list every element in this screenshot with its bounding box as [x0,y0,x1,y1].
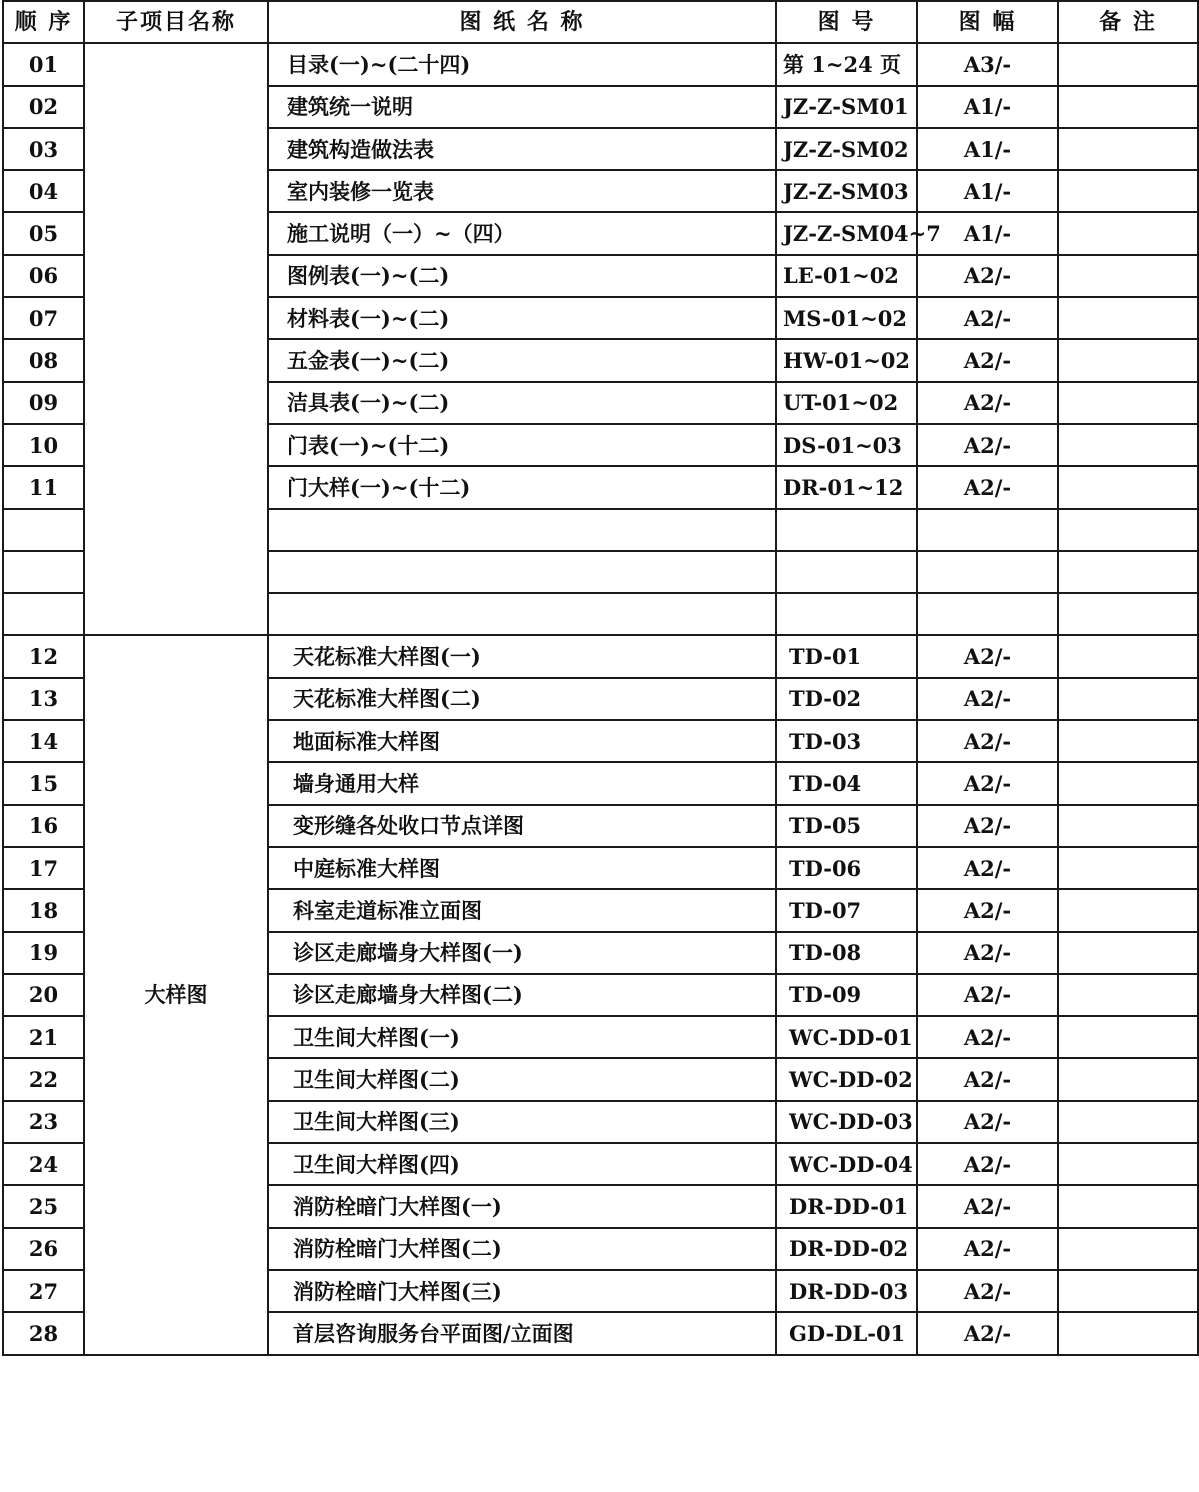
row-drawing-name: 图例表(一)~(二) [268,255,776,297]
row-drawing-name: 地面标准大样图 [268,720,776,762]
row-remark [1058,509,1198,551]
row-drawing-name: 门大样(一)~(十二) [268,466,776,508]
header-drawing-name: 图 纸 名 称 [268,1,776,43]
row-drawing-code: WC-DD-01 [776,1016,917,1058]
row-sheet-size: A2/- [917,805,1058,847]
row-drawing-name: 消防栓暗门大样图(二) [268,1228,776,1270]
row-seq: 26 [3,1228,84,1270]
row-drawing-name: 卫生间大样图(二) [268,1058,776,1100]
row-drawing-name: 中庭标准大样图 [268,847,776,889]
row-drawing-name: 消防栓暗门大样图(三) [268,1270,776,1312]
row-drawing-code: TD-09 [776,974,917,1016]
row-sheet-size: A1/- [917,170,1058,212]
row-remark [1058,720,1198,762]
row-remark [1058,1228,1198,1270]
row-remark [1058,297,1198,339]
row-remark [1058,255,1198,297]
row-sheet-size [917,593,1058,635]
row-drawing-name: 门表(一)~(十二) [268,424,776,466]
row-drawing-name: 首层咨询服务台平面图/立面图 [268,1312,776,1354]
row-seq: 13 [3,678,84,720]
row-remark [1058,128,1198,170]
row-drawing-name: 卫生间大样图(三) [268,1101,776,1143]
row-sheet-size: A2/- [917,1312,1058,1354]
row-seq: 11 [3,466,84,508]
row-remark [1058,339,1198,381]
row-drawing-code: WC-DD-02 [776,1058,917,1100]
row-sheet-size: A2/- [917,1143,1058,1185]
row-drawing-name: 消防栓暗门大样图(一) [268,1185,776,1227]
table-row [3,43,1198,85]
row-remark [1058,466,1198,508]
row-drawing-code: JZ-Z-SM02 [776,128,917,170]
table-body [3,43,1198,1354]
row-drawing-name: 卫生间大样图(一) [268,1016,776,1058]
row-drawing-code: TD-01 [776,635,917,677]
row-drawing-name: 建筑构造做法表 [268,128,776,170]
row-drawing-code: DS-01~03 [776,424,917,466]
row-drawing-name: 施工说明（一）~（四） [268,212,776,254]
row-drawing-code: WC-DD-04 [776,1143,917,1185]
row-seq: 07 [3,297,84,339]
row-drawing-name [268,509,776,551]
row-drawing-code: UT-01~02 [776,382,917,424]
row-drawing-name: 材料表(一)~(二) [268,297,776,339]
row-drawing-code [776,509,917,551]
row-sheet-size: A3/- [917,43,1058,85]
row-sheet-size: A2/- [917,635,1058,677]
drawing-index-table [2,0,1199,1356]
row-remark [1058,1312,1198,1354]
row-drawing-name: 建筑统一说明 [268,86,776,128]
row-remark [1058,762,1198,804]
row-sheet-size: A2/- [917,720,1058,762]
row-seq: 28 [3,1312,84,1354]
row-remark [1058,170,1198,212]
row-sheet-size: A2/- [917,382,1058,424]
header-row [3,1,1198,43]
row-drawing-code: DR-DD-02 [776,1228,917,1270]
row-sheet-size: A2/- [917,762,1058,804]
row-drawing-name: 变形缝各处收口节点详图 [268,805,776,847]
row-seq: 24 [3,1143,84,1185]
row-sheet-size: A2/- [917,424,1058,466]
row-drawing-code: TD-08 [776,932,917,974]
row-drawing-code: TD-05 [776,805,917,847]
row-remark [1058,1058,1198,1100]
subitem-name [84,43,268,635]
row-sheet-size: A2/- [917,847,1058,889]
row-seq: 19 [3,932,84,974]
row-drawing-name: 天花标准大样图(一) [268,635,776,677]
header-drawing-code: 图 号 [776,1,917,43]
row-drawing-code: LE-01~02 [776,255,917,297]
row-remark [1058,1016,1198,1058]
row-sheet-size: A2/- [917,1185,1058,1227]
row-remark [1058,847,1198,889]
row-remark [1058,551,1198,593]
row-remark [1058,1101,1198,1143]
row-drawing-name: 天花标准大样图(二) [268,678,776,720]
row-seq [3,509,84,551]
row-seq: 12 [3,635,84,677]
row-sheet-size: A2/- [917,297,1058,339]
row-sheet-size: A2/- [917,932,1058,974]
row-drawing-code: JZ-Z-SM03 [776,170,917,212]
row-sheet-size: A2/- [917,1101,1058,1143]
row-seq: 22 [3,1058,84,1100]
row-remark [1058,678,1198,720]
row-drawing-name [268,593,776,635]
row-remark [1058,593,1198,635]
header-sheet-size: 图 幅 [917,1,1058,43]
row-seq: 02 [3,86,84,128]
row-drawing-code: JZ-Z-SM04~7 [776,212,917,254]
row-remark [1058,424,1198,466]
row-drawing-name: 洁具表(一)~(二) [268,382,776,424]
row-sheet-size: A2/- [917,974,1058,1016]
row-remark [1058,932,1198,974]
row-drawing-code: TD-03 [776,720,917,762]
row-seq: 27 [3,1270,84,1312]
row-drawing-code: WC-DD-03 [776,1101,917,1143]
row-remark [1058,382,1198,424]
row-seq: 01 [3,43,84,85]
row-drawing-code: JZ-Z-SM01 [776,86,917,128]
row-drawing-code: TD-06 [776,847,917,889]
row-drawing-name: 室内装修一览表 [268,170,776,212]
row-remark [1058,43,1198,85]
header-seq: 顺 序 [3,1,84,43]
row-seq: 18 [3,889,84,931]
row-seq: 06 [3,255,84,297]
row-seq: 05 [3,212,84,254]
row-drawing-code: DR-DD-01 [776,1185,917,1227]
header-subitem: 子项目名称 [84,1,268,43]
row-drawing-name: 科室走道标准立面图 [268,889,776,931]
row-seq: 08 [3,339,84,381]
row-drawing-code: TD-02 [776,678,917,720]
row-seq: 20 [3,974,84,1016]
row-seq: 15 [3,762,84,804]
row-remark [1058,974,1198,1016]
row-sheet-size: A2/- [917,889,1058,931]
row-sheet-size: A2/- [917,255,1058,297]
row-sheet-size: A2/- [917,678,1058,720]
row-drawing-name: 诊区走廊墙身大样图(二) [268,974,776,1016]
row-sheet-size: A2/- [917,1270,1058,1312]
table-row [3,635,1198,677]
row-sheet-size: A1/- [917,128,1058,170]
row-sheet-size [917,509,1058,551]
row-sheet-size [917,551,1058,593]
row-remark [1058,1143,1198,1185]
row-remark [1058,635,1198,677]
row-sheet-size: A2/- [917,1228,1058,1270]
row-seq: 14 [3,720,84,762]
row-remark [1058,1185,1198,1227]
row-remark [1058,805,1198,847]
row-drawing-name: 五金表(一)~(二) [268,339,776,381]
row-seq: 04 [3,170,84,212]
row-seq: 10 [3,424,84,466]
row-sheet-size: A1/- [917,212,1058,254]
row-sheet-size: A2/- [917,1058,1058,1100]
row-seq: 25 [3,1185,84,1227]
row-seq [3,551,84,593]
row-sheet-size: A2/- [917,466,1058,508]
row-drawing-code: GD-DL-01 [776,1312,917,1354]
row-drawing-code: DR-DD-03 [776,1270,917,1312]
subitem-name: 大样图 [84,635,268,1354]
row-remark [1058,86,1198,128]
row-seq: 23 [3,1101,84,1143]
row-drawing-code: 第 1~24 页 [776,43,917,85]
row-seq [3,593,84,635]
row-drawing-code: HW-01~02 [776,339,917,381]
row-drawing-name: 诊区走廊墙身大样图(一) [268,932,776,974]
row-drawing-code: MS-01~02 [776,297,917,339]
row-remark [1058,889,1198,931]
row-sheet-size: A1/- [917,86,1058,128]
row-drawing-code [776,551,917,593]
row-seq: 16 [3,805,84,847]
row-seq: 03 [3,128,84,170]
row-drawing-code: DR-01~12 [776,466,917,508]
row-seq: 17 [3,847,84,889]
row-drawing-name: 卫生间大样图(四) [268,1143,776,1185]
row-drawing-code: TD-04 [776,762,917,804]
row-seq: 09 [3,382,84,424]
row-sheet-size: A2/- [917,1016,1058,1058]
row-remark [1058,212,1198,254]
row-drawing-name: 目录(一)~(二十四) [268,43,776,85]
row-drawing-name: 墙身通用大样 [268,762,776,804]
row-sheet-size: A2/- [917,339,1058,381]
row-drawing-code: TD-07 [776,889,917,931]
header-remark: 备 注 [1058,1,1198,43]
row-drawing-name [268,551,776,593]
row-seq: 21 [3,1016,84,1058]
row-remark [1058,1270,1198,1312]
row-drawing-code [776,593,917,635]
